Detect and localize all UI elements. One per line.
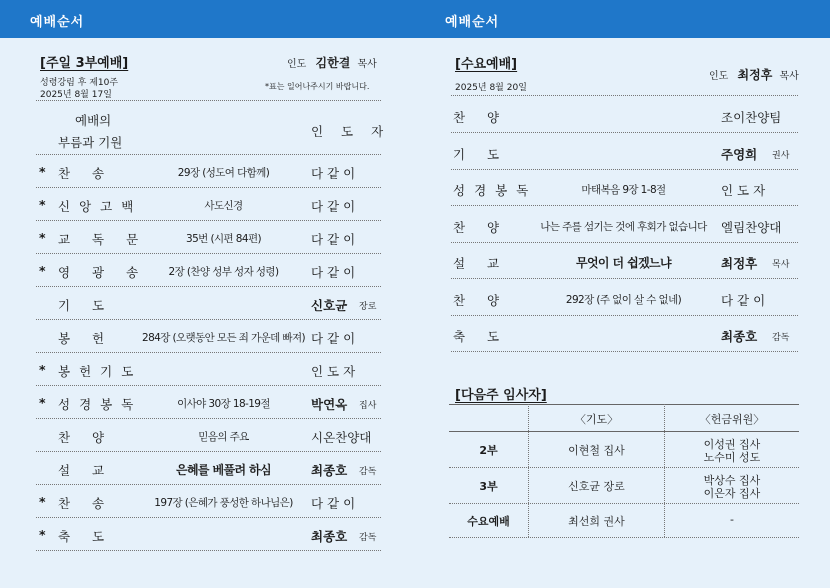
divider <box>36 550 381 551</box>
order-row <box>36 485 381 518</box>
order-row <box>451 280 798 316</box>
leader-role: 목사 <box>779 71 799 82</box>
order-label: 설 교 <box>453 256 509 271</box>
order-row <box>36 188 381 221</box>
order-label: 축 도 <box>58 529 114 544</box>
order-row <box>36 254 381 287</box>
order-content: 29장 (성도여 다함께) <box>177 167 270 179</box>
order-row <box>36 518 381 551</box>
service-name: 2부 <box>479 444 498 457</box>
col-header-offering: 〈헌금위원〉 <box>699 413 765 426</box>
sunday-title: [주일 3부예배] <box>40 56 129 71</box>
order-content: 이사야 30장 18-19절 <box>177 398 270 410</box>
offering-person: 노수미 성도 <box>703 451 761 464</box>
star-marker: * <box>39 197 46 212</box>
call-to-worship-label-1: 예배의 <box>75 113 112 128</box>
order-content: 284장 (오랫동안 모든 죄 가운데 빠져) <box>142 332 305 344</box>
order-row <box>451 170 798 206</box>
order-person: 인 도 자 <box>721 183 766 198</box>
leader-name: 최정후 <box>737 68 773 82</box>
sunday-sub1: 성령강림 후 제10주 <box>40 78 119 88</box>
order-label: 성경봉독 <box>453 183 538 198</box>
order-row <box>36 386 381 419</box>
prayer-person: 최선희 권사 <box>568 515 625 528</box>
star-marker: * <box>39 494 46 509</box>
order-person: 다 같 이 <box>311 166 356 181</box>
next-week-title: [다음주 임사자] <box>455 388 547 403</box>
order-person: 다 같 이 <box>311 232 356 247</box>
offering-person: - <box>730 513 734 526</box>
order-label: 설 교 <box>58 463 114 478</box>
star-marker: * <box>39 395 46 410</box>
sunday-date: 2025년 8월 17일 <box>40 90 112 100</box>
order-content: 197장 (은혜가 풍성한 하나님은) <box>154 497 293 509</box>
order-role: 권사 <box>772 150 790 161</box>
order-person: 시온찬양대 <box>311 430 372 445</box>
table-top-line <box>449 404 799 405</box>
offering-person: 이은자 집사 <box>703 487 761 500</box>
order-person: 인 도 자 <box>311 364 356 379</box>
order-content: 무엇이 더 쉽겠느냐 <box>575 256 672 270</box>
order-person: 다 같 이 <box>311 265 356 280</box>
sunday-leader <box>287 54 377 71</box>
top-bar <box>0 0 830 38</box>
divider <box>451 95 798 96</box>
col-header-prayer: 〈기도〉 <box>574 413 619 426</box>
star-marker: * <box>39 263 46 278</box>
prayer-person: 신호균 장로 <box>568 480 625 493</box>
order-row <box>36 353 381 386</box>
order-content: 292장 (주 없이 살 수 없네) <box>565 293 682 306</box>
wednesday-service-panel <box>415 38 830 588</box>
order-content: 사도신경 <box>204 200 243 212</box>
offering-person: 이성권 집사 <box>703 438 761 451</box>
order-role: 집사 <box>359 401 377 411</box>
order-row <box>36 419 381 452</box>
leader-prefix: 인도 <box>709 71 729 82</box>
order-row <box>36 155 381 188</box>
order-person: 다 같 이 <box>311 496 356 511</box>
order-row <box>451 243 798 279</box>
order-label: 찬 송 <box>58 496 114 511</box>
star-marker: * <box>39 230 46 245</box>
order-role: 장로 <box>359 302 377 312</box>
order-content: 믿음의 주요 <box>198 431 249 443</box>
order-row <box>36 221 381 254</box>
order-person: 최종호 <box>311 529 348 544</box>
call-to-worship-person: 인 도 자 <box>311 124 391 139</box>
service-name: 3부 <box>479 480 498 493</box>
left-header-title: 예배순서 <box>30 15 85 30</box>
wednesday-title: [수요예배] <box>455 57 518 72</box>
order-label: 영 광 송 <box>58 265 148 280</box>
table-bottom-line <box>449 537 799 538</box>
order-role: 목사 <box>772 260 790 270</box>
call-to-worship-label-2: 부름과 기원 <box>58 135 123 150</box>
wednesday-leader <box>709 66 799 83</box>
order-label: 봉헌기도 <box>58 364 143 379</box>
order-label: 기 도 <box>58 298 114 313</box>
order-content: 마태복음 9장 1-8절 <box>581 184 666 196</box>
order-row <box>36 287 381 320</box>
right-header-title: 예배순서 <box>445 15 500 30</box>
order-person: 주영희 <box>721 146 758 162</box>
order-row <box>451 97 798 133</box>
order-role: 감독 <box>772 333 790 343</box>
order-row <box>451 316 798 352</box>
star-marker: * <box>39 362 46 377</box>
order-person: 다 같 이 <box>311 331 356 346</box>
order-content: 35번 (시편 84편) <box>186 233 261 245</box>
wednesday-date: 2025년 8월 20일 <box>455 83 527 93</box>
divider <box>36 100 381 101</box>
order-person: 다 같 이 <box>311 199 356 214</box>
next-week-table <box>449 404 799 539</box>
order-label: 찬 양 <box>453 219 509 235</box>
order-label: 찬 양 <box>58 430 114 445</box>
divider <box>451 351 798 352</box>
star-marker: * <box>39 527 46 542</box>
order-role: 감독 <box>359 533 377 543</box>
order-person: 신호균 <box>311 298 348 313</box>
order-person: 최정후 <box>721 256 758 271</box>
standing-note: *표는 일어나주시기 바랍니다. <box>265 82 370 91</box>
order-label: 찬 양 <box>453 110 509 125</box>
prayer-person: 이현철 집사 <box>568 444 625 457</box>
offering-person: 박상수 집사 <box>703 474 761 487</box>
order-label: 찬 송 <box>58 166 114 181</box>
sunday-service-panel <box>0 38 415 588</box>
order-person: 박연옥 <box>311 397 348 412</box>
order-role: 감독 <box>359 467 377 477</box>
order-label: 찬 양 <box>453 292 509 308</box>
order-label: 성경봉독 <box>58 397 143 412</box>
table-header-line <box>449 431 799 432</box>
leader-prefix: 인도 <box>287 59 307 70</box>
order-person: 최종호 <box>721 329 758 344</box>
order-label: 기 도 <box>453 146 509 162</box>
order-label: 신앙고백 <box>58 199 143 214</box>
order-label: 교 독 문 <box>58 232 148 247</box>
order-row <box>36 452 381 485</box>
order-person: 엘림찬양대 <box>721 219 782 235</box>
table-row-line <box>449 503 799 504</box>
leader-role: 목사 <box>357 59 377 70</box>
order-content: 나는 주를 섬기는 것에 후회가 없습니다 <box>540 220 707 233</box>
order-person: 다 같 이 <box>721 292 766 308</box>
order-content: 은혜를 베풀려 하심 <box>175 463 272 477</box>
order-row <box>36 320 381 353</box>
order-person: 조이찬양팀 <box>721 110 782 125</box>
order-person: 최종호 <box>311 463 348 478</box>
order-label: 봉 헌 <box>58 331 114 346</box>
table-row-line <box>449 467 799 468</box>
order-content: 2장 (찬양 성부 성자 성령) <box>168 266 279 278</box>
order-row <box>451 207 798 243</box>
order-label: 축 도 <box>453 329 509 344</box>
service-name: 수요예배 <box>467 515 510 528</box>
star-marker: * <box>39 164 46 179</box>
leader-name: 김한결 <box>315 56 351 70</box>
order-row <box>451 134 798 170</box>
